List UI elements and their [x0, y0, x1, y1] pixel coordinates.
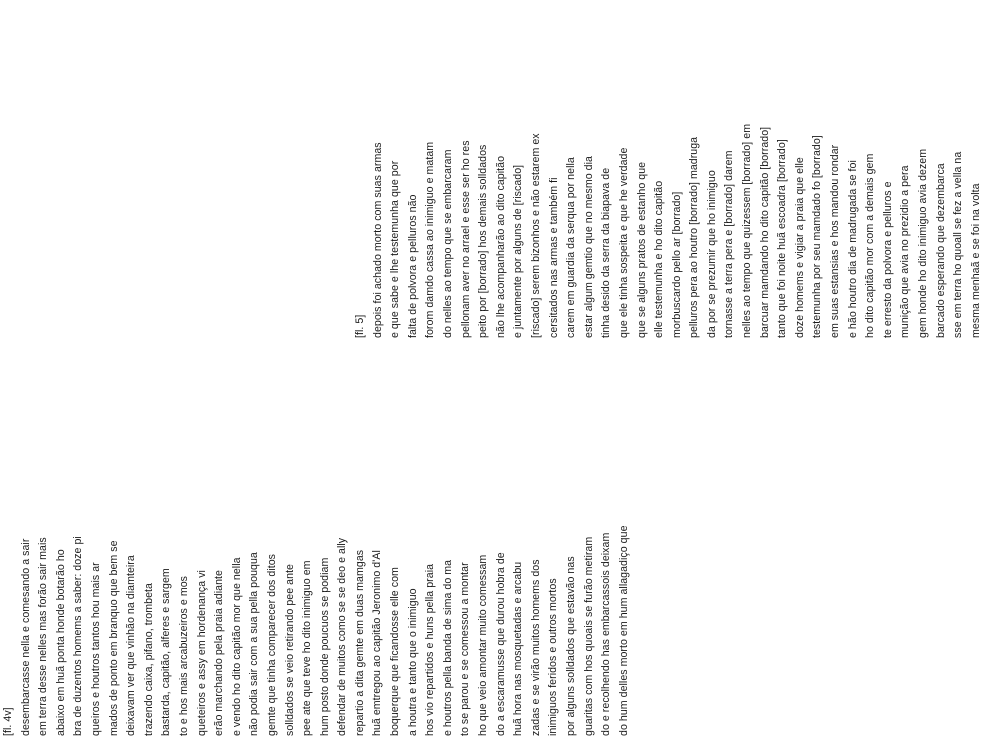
text-line: boquerque que ficandosse elle com: [389, 567, 402, 736]
text-line: do hum delles morto em hum allagadiço que: [617, 525, 630, 736]
text-line: gemte que tinha comparecer dos ditos: [265, 554, 278, 736]
text-line: forom damdo cassa ao inimiguo e matam: [424, 141, 437, 338]
text-line: queiros e houtros tantos hou mais ar: [89, 562, 102, 736]
text-line: abaixo em huã ponta honde botarão ho: [54, 549, 67, 736]
text-line: solldados se veio retirando pee ante: [283, 563, 296, 736]
text-line: defendar de muitos como se se deo e ally: [336, 537, 349, 736]
text-line: repartio a dita gemte em duas mamgas: [353, 549, 366, 736]
text-line: tanto que foi noite huã escoadra [borrado]: [776, 139, 789, 338]
text-line: barcado esperando que dezembarca: [934, 163, 947, 338]
text-line: [riscado] serem bizonhos e não estarem ex: [529, 133, 542, 338]
text-line: e vendo ho dito capitão mor que nella: [230, 557, 243, 736]
text-line: bastarda, capitão, alferes e sargem: [160, 568, 173, 736]
text-line: deixavam ver que vinhão na diamteira: [125, 555, 138, 736]
text-line: a houtra e tanto que o inimiguo: [406, 588, 419, 736]
text-line: mados de ponto em branquo que bem se: [107, 540, 120, 736]
text-line: e que sabe e lhe testemunha que por: [389, 160, 402, 338]
text-line: mesma menhaã e se foi na volta: [969, 183, 982, 338]
column-folio-5: [352, 8, 985, 338]
text-line: desembarcasse nella e comesando a sair: [19, 538, 32, 736]
column-folio-4v: [0, 436, 633, 736]
text-line: tinha desido da serra da biapava de: [600, 167, 613, 338]
text-line: sse em terra ho quoall se fez a vella na: [952, 151, 965, 338]
text-line: gem honde ho dito inimiguo avia dezem: [917, 148, 929, 338]
text-line: do nelles ao tempo que se embarcaram: [441, 149, 454, 338]
text-line: estar algum gemtio que no mesmo dia: [582, 156, 595, 338]
text-line: queteiros e assy em hordenança vi: [195, 570, 208, 736]
folio-label: [fl. 4v]: [2, 707, 14, 736]
text-line: cersitados nas armas e também fi: [547, 177, 560, 338]
text-line: nelles ao tempo que quizessem [borrado] em: [741, 123, 754, 338]
text-line: não podia sair com a sua pella pouqua: [248, 552, 261, 736]
folio-label: [fl. 5]: [354, 314, 366, 338]
text-line: ho dito capitão mor com a demais gem: [864, 153, 877, 338]
text-line: trazendo caixa, pifano, trombeta: [142, 583, 155, 736]
text-line: bra de duzentos homems a saber: doze pi: [72, 536, 85, 736]
text-line: erão marchando pela praia adiante: [213, 570, 226, 736]
text-line: huã emtregou ao capitão Jeronimo d'Al: [371, 550, 384, 736]
text-line: elle testemunha e ho dito capitão: [653, 180, 666, 338]
text-line: te erresto da polvora e pelluros e: [881, 181, 894, 338]
text-line: por alguns solldados que estavão nas: [565, 556, 577, 736]
text-line: guaritas com hos quoais se furão metiram: [582, 536, 595, 736]
text-line: que ele tinha sospeita e que he verdade: [617, 147, 630, 338]
text-line: e hão houtro dia de madrugada se foi: [846, 160, 859, 338]
text-line: depois foi achado morto com suas armas: [371, 142, 384, 338]
text-line: pelluros pera ao houtro [borrado] madruga: [688, 136, 701, 338]
text-line: pellonam aver no arrael e esse ser ho res: [459, 140, 472, 338]
text-line: hos vio repartidos e huns pella praia: [424, 563, 437, 736]
text-line: doze homems e vigiar a praia que elle: [793, 157, 806, 338]
text-line: testemunha por seu mamdado fo [borrado]: [811, 135, 824, 338]
text-line: da por se prezumir que ho inimiguo: [705, 170, 718, 338]
text-line: barcuar mamdando ho dito capitão [borrado]: [758, 126, 771, 338]
text-line: e juntamente por alguns de [riscado]: [512, 164, 525, 338]
text-line: zadas e se virão muitos homems dos: [529, 559, 542, 736]
text-line: falta de polvora e pelluros não: [406, 194, 419, 338]
text-line: hum posto donde poucuos se podiam: [318, 557, 331, 736]
text-line: do e recolhendo has embarcassois deixam: [600, 532, 613, 736]
text-line: huã hora nas mosquetadas e arcabu: [512, 561, 525, 736]
text-line: não lhe acompanharão ao dito capitão: [494, 155, 507, 338]
text-line: munição que avia no prezidio a pera: [899, 165, 912, 338]
text-line: do a escaramusse que durou hobra de: [494, 552, 507, 736]
text-line: e houtros pella banda de sima do ma: [441, 559, 454, 736]
text-line: to se parou e se comessou a montar: [459, 562, 472, 736]
text-line: tornasse a terra pera e [borrado] darem: [723, 150, 736, 338]
text-line: em suas estansias e hos mandou rondar: [829, 144, 842, 338]
text-line: ho que veio amontar muito comessam: [477, 554, 490, 736]
text-line: pee ate que teve ho dito inimiguo em: [301, 560, 314, 736]
text-line: peito por [borrado] hos demais solldados: [477, 144, 490, 338]
text-line: to e hos mais arcabuzeiros e mos: [177, 576, 190, 736]
text-line: morbuscardo pello ar [borrado]: [670, 191, 683, 338]
text-line: inimiguos feridos e outros mortos: [547, 578, 560, 736]
text-line: carem em guardia da serqua por nella: [565, 157, 578, 338]
text-line: que se alguns pratos de estanho que: [635, 161, 648, 338]
text-line: em terra desse nelles mas forão sair mais: [37, 537, 50, 736]
